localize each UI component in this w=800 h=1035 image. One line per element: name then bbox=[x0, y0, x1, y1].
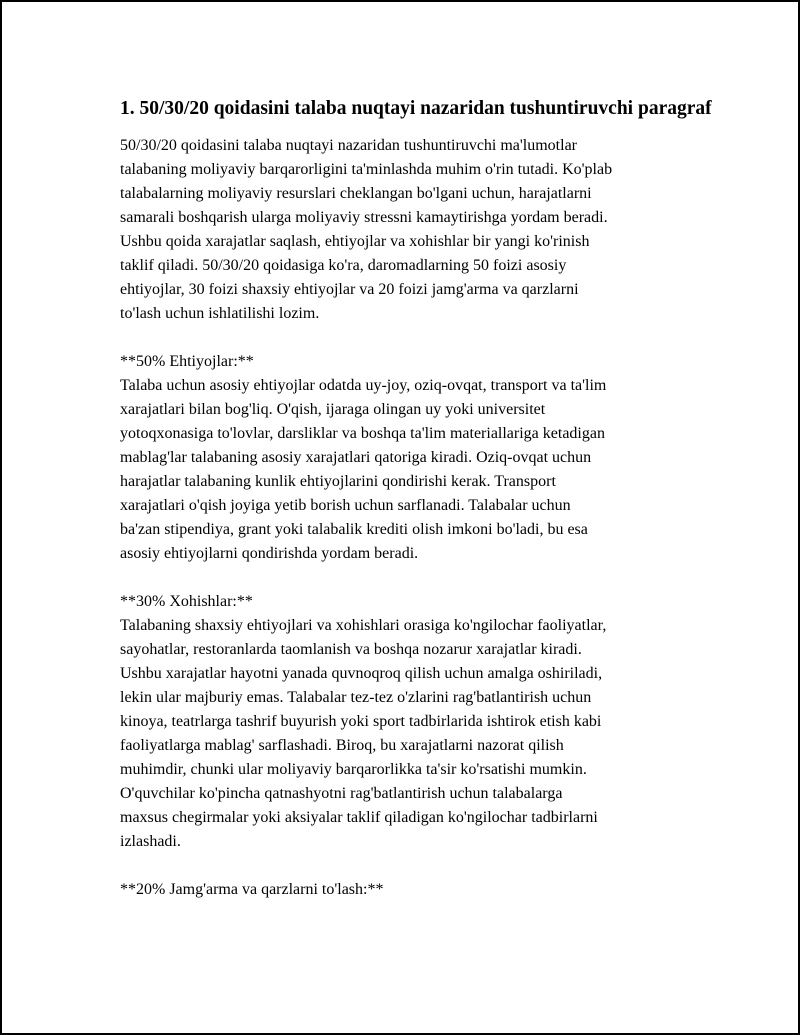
text-line: maxsus chegirmalar yoki aksiyalar taklif qiladigan ko'ngilochar tadbirlarni bbox=[120, 809, 598, 826]
section-wants-title: **30% Xohishlar:** bbox=[120, 593, 253, 610]
text-line: Ushbu qoida xarajatlar saqlash, ehtiyojlar va xohishlar bir yangi ko'rinish bbox=[120, 233, 590, 250]
text-line: izlashadi. bbox=[120, 833, 181, 850]
text-line: harajatlar talabaning kunlik ehtiyojlarini qondirishi kerak. Transport bbox=[120, 473, 556, 490]
intro-paragraph bbox=[120, 134, 720, 326]
text-line: Talaba uchun asosiy ehtiyojlar odatda uy-joy, oziq-ovqat, transport va ta'lim bbox=[120, 377, 607, 394]
text-line: to'lash uchun ishlatilishi lozim. bbox=[120, 305, 320, 322]
section-savings bbox=[120, 878, 720, 902]
text-line: kinoya, teatrlarga tashrif buyurish yoki sport tadbirlarida ishtirok etish kabi bbox=[120, 713, 602, 730]
text-line: sayohatlar, restoranlarda taomlanish va boshqa nozarur xarajatlar kiradi. bbox=[120, 641, 582, 658]
text-line: Ushbu xarajatlar hayotni yanada quvnoqroq qilish uchun amalga oshiriladi, bbox=[120, 665, 603, 682]
section-needs-title: **50% Ehtiyojlar:** bbox=[120, 353, 254, 370]
paragraph-spacer bbox=[120, 854, 720, 878]
text-line: 50/30/20 qoidasini talaba nuqtayi nazaridan tushuntiruvchi ma'lumotlar bbox=[120, 137, 577, 154]
document-body bbox=[120, 96, 720, 902]
paragraph-spacer bbox=[120, 326, 720, 350]
text-line: samarali boshqarish ularga moliyaviy stressni kamaytirishga yordam beradi. bbox=[120, 209, 608, 226]
text-line: ba'zan stipendiya, grant yoki talabalik krediti olish imkoni bo'ladi, bu esa bbox=[120, 521, 588, 538]
text-line: Talabaning shaxsiy ehtiyojlari va xohishlari orasiga ko'ngilochar faoliyatlar, bbox=[120, 617, 607, 634]
text-line: yotoqxonasiga to'lovlar, darsliklar va boshqa ta'lim materiallariga ketadigan bbox=[120, 425, 605, 442]
text-line: O'quvchilar ko'pincha qatnashyotni rag'batlantirish uchun talabalarga bbox=[120, 785, 563, 802]
section-needs bbox=[120, 350, 720, 566]
text-line: muhimdir, chunki ular moliyaviy barqarorlikka ta'sir ko'rsatishi mumkin. bbox=[120, 761, 587, 778]
section-wants bbox=[120, 590, 720, 854]
text-line: xarajatlari bilan bog'liq. O'qish, ijaraga olingan uy yoki universitet bbox=[120, 401, 546, 418]
document-heading: 1. 50/30/20 qoidasini talaba nuqtayi nazaridan tushuntiruvchi paragraf bbox=[120, 98, 712, 119]
text-line: talabalarning moliyaviy resurslari cheklangan bo'lgani uchun, harajatlarni bbox=[120, 185, 592, 202]
text-line: xarajatlari o'qish joyiga yetib borish uchun sarflanadi. Talabalar uchun bbox=[120, 497, 571, 514]
text-line: faoliyatlarga mablag' sarflashadi. Biroq, bu xarajatlarni nazorat qilish bbox=[120, 737, 564, 754]
section-savings-title: **20% Jamg'arma va qarzlarni to'lash:** bbox=[120, 881, 384, 898]
text-line: talabaning moliyaviy barqarorligini ta'minlashda muhim o'rin tutadi. Ko'plab bbox=[120, 161, 613, 178]
text-line: taklif qiladi. 50/30/20 qoidasiga ko'ra, daromadlarning 50 foizi asosiy bbox=[120, 257, 567, 274]
text-line: asosiy ehtiyojlarni qondirishda yordam beradi. bbox=[120, 545, 419, 562]
text-line: ehtiyojlar, 30 foizi shaxsiy ehtiyojlar va 20 foizi jamg'arma va qarzlarni bbox=[120, 281, 579, 298]
text-line: mablag'lar talabaning asosiy xarajatlari qatoriga kiradi. Oziq-ovqat uchun bbox=[120, 449, 592, 466]
paragraph-spacer bbox=[120, 566, 720, 590]
text-line: lekin ular majburiy emas. Talabalar tez-tez o'zlarini rag'batlantirish uchun bbox=[120, 689, 592, 706]
